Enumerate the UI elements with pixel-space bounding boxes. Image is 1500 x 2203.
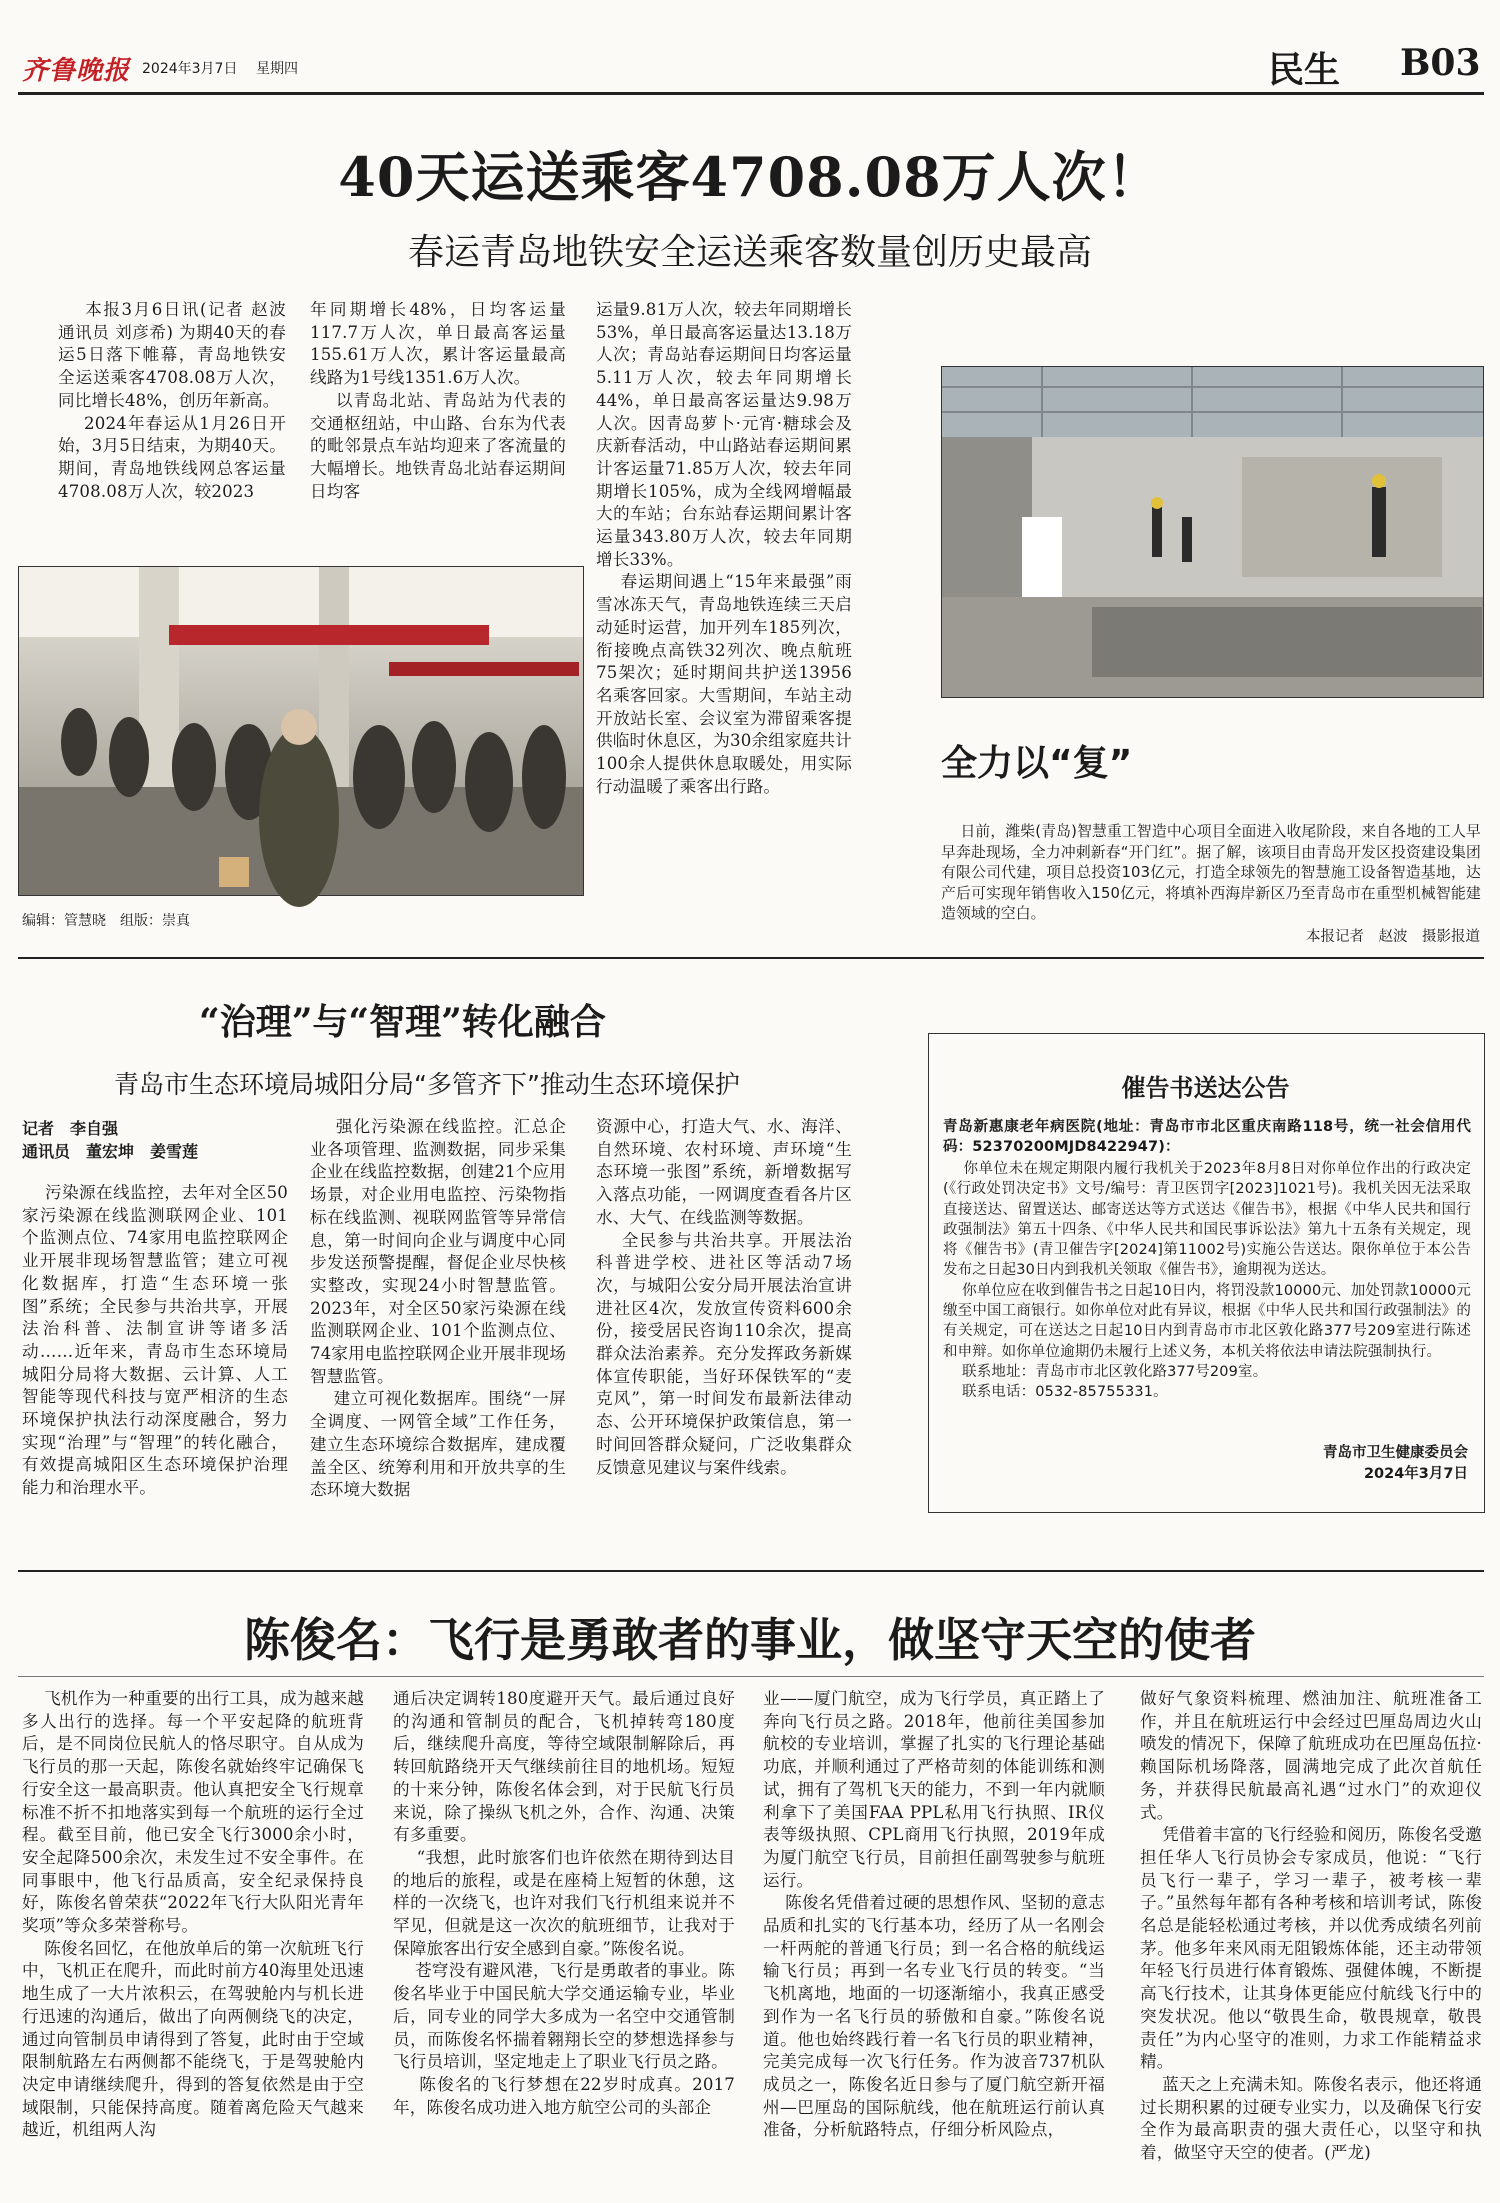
article2-col2: 强化污染源在线监控。汇总企业各项管理、监测数据，同步采集企业在线监控数据，创建21个应用场景，对企业用电监控、污染物指标在线监测、视联网监管等异常信息，第一时间向企业与调度中心同步发送预警提醒，督促企业尽快核实整改，实现24小时智慧监管。2023年，对全区50家污染源在线监测联网企业、101个监测点位、74家用电监控联网企业开展非现场智慧监管。 建立可视化数据库。围绕“一屏全调度、一网管全域”工作任务，建立生态环境综合数据库，建成覆盖全区、统筹利用和开放共享的生态环境大数据	[310, 1117, 566, 1500]
article2-headline: “治理”与“智理”转化融合	[199, 1001, 606, 1043]
article3-col3: 业——厦门航空，成为飞行学员，真正踏上了奔向飞行员之路。2018年，他前往美国参加航校的专业培训，掌握了扎实的飞行理论基础功底，并顺利通过了严格苛刻的体能训练和测试，拥有了驾机飞天的能力，不到一年内就顺利拿下了美国FAA PPL私用飞行执照、IR仪表等级执照、CPL商用飞行执照，2019年成为厦门航空飞行员，目前担任副驾驶参与航班运行。 陈俊名凭借着过硬的思想作风、坚韧的意志品质和扎实的飞行基本功，经历了从一名刚会一杆两舵的普通飞行员；到一名合格的航线运输飞行员；再到一名专业飞行员的转变。“当飞机离地，地面的一切逐渐缩小，我真正感受到作为一名飞行员的骄傲和自豪。”陈俊名说道。他也始终践行着一名飞行员的职业精神，完美完成每一次飞行任务。作为波音737机队成员之一，陈俊名近日参与了厦门航空新开福州—巴厘岛的国际航线，他在航班运行前认真准备，分析航路特点，仔细分析风险点，	[763, 1689, 1105, 2140]
article1-col2: 年同期增长48%，日均客运量117.7万人次，单日最高客运量155.61万人次，累计客运量最高线路为1号线1351.6万人次。 以青岛北站、青岛站为代表的交通枢纽站，中山路、台东为代表的毗邻景点车站均迎来了客流量的大幅增长。地铁青岛北站春运期间日均客	[310, 300, 566, 501]
article1-col1: 本报3月6日讯(记者 赵波 通讯员 刘彦希) 为期40天的春运5日落下帷幕，青岛地铁安全运送乘客4708.08万人次，同比增长48%，创历年新高。 2024年春运从1月26日开始，3月5日结束，为期40天。期间，青岛地铁线网总客运量4708.08万人次，较2023	[58, 300, 286, 501]
page-number: B03	[1400, 42, 1481, 84]
section-rule-1	[18, 957, 1484, 959]
header-rule	[18, 92, 1484, 95]
article3-headline: 陈俊名：飞行是勇敢者的事业，做坚守天空的使者	[244, 1613, 1256, 1667]
article2-byline-correspondents: 通讯员 董宏坤 姜雪莲	[22, 1142, 199, 1161]
article3-rule	[18, 1676, 1484, 1677]
issue-weekday: 星期四	[256, 61, 298, 77]
article2-col1: 污染源在线监控，去年对全区50家污染源在线监测联网企业、101个监测点位、74家用电监控联网企业开展非现场智慧监管；建立可视化数据库，打造“生态环境一张图”系统；全民参与共治共享，开展法治科普、法制宣讲等诸多活动……近年来，青岛市生态环境局城阳分局将大数据、云计算、人工智能等现代科技与宽严相济的生态环境保护执法行动深度融合，努力实现“治理”与“智理”的转化融合，有效提高城阳区生态环境保护治理能力和治理水平。	[22, 1183, 288, 1498]
factory-photo	[941, 366, 1484, 698]
notice-title: 催告书送达公告	[1121, 1074, 1290, 1102]
masthead-logo: 齐鲁晚报	[22, 56, 131, 86]
article3-col1: 飞机作为一种重要的出行工具，成为越来越多人出行的选择。每一个平安起降的航班背后，是不同岗位民航人的恪尽职守。自从成为飞行员的那一天起，陈俊名就始终牢记确保飞行安全这一最高职责。他认真把安全飞行规章标准不折不扣地落实到每一个航班的运行全过程。截至目前，他已安全飞行3000余小时，安全起降500余次，未发生过不安全事件。在同事眼中，他飞行品质高，安全纪录保持良好，陈俊名曾荣获“2022年飞行大队阳光青年奖项”等众多荣誉称号。 陈俊名回忆，在他放单后的第一次航班飞行中，飞机正在爬升，而此时前方40海里处迅速地生成了一大片浓积云，在驾驶舱内与机长进行迅速的沟通后，做出了向两侧绕飞的决定，通过向管制员申请得到了答复，此时由于空域限制航路左右两侧都不能绕飞，于是驾驶舱内决定申请继续爬升，得到的答复依然是由于空域限制，只能保持高度。随着离危险天气越来越近，机组两人沟	[22, 1689, 364, 2140]
article2-byline-reporter: 记者 李自强	[22, 1119, 119, 1138]
article1-editor: 编辑：管慧晓 组版：崇真	[22, 913, 190, 929]
article1-col3: 运量9.81万人次，较去年同期增长53%，单日最高客运量达13.18万人次；青岛站春运期间日均客运量5.11万人次，较去年同期增长44%，单日最高客运量达9.98万人次。因青岛萝卜·元宵·糖球会及庆新春活动，中山路站春运期间累计客运量71.85万人次，较去年同期增长105%，成为全线网增幅最大的车站；台东站春运期间累计客运量343.80万人次，较去年同期增长33%。 春运期间遇上“15年来最强”雨雪冰冻天气，青岛地铁连续三天启动延时运营，加开列车185列次，衔接晚点高铁32列次、晚点航班75架次；延时期间共护送13956名乘客回家。大雪期间，车站主动开放站长室、会议室为滞留乘客提供临时休息区，为30余组家庭共计100余人提供休息取暖处，用实际行动温暖了乘客出行路。	[596, 300, 852, 796]
notice-body: 你单位未在规定期限内履行我机关于2023年8月8日对你单位作出的行政决定(《行政处罚决定书》文号/编号：青卫医罚字[2023]1021号)。我机关因无法采取直接送达、留置送达、邮寄送达等方式送达《催告书》，根据《中华人民共和国行政强制法》第五十四条、《中华人民共和国民事诉讼法》第九十五条有关规定，现将《催告书》(青卫催告字[2024]第11002号)实施公告送达。限你单位于本公告发布之日起30日内到我机关领取《催告书》，逾期视为送达。 你单位应在收到催告书之日起10日内，将罚没款10000元、加处罚款10000元缴至中国工商银行。如你单位对此有异议，根据《中华人民共和国行政强制法》的有关规定，可在送达之日起10日内到青岛市市北区敦化路377号209室进行陈述和申辩。如你单位逾期仍未履行上述义务，本机关将依法申请法院强制执行。 联系地址：青岛市市北区敦化路377号209室。 联系电话：0532-85755331。	[943, 1161, 1472, 1401]
article3-col4: 做好气象资料梳理、燃油加注、航班准备工作，并且在航班运行中会经过巴厘岛周边火山喷发的情况下，保障了航班成功在巴厘岛伍拉·赖国际机场降落，圆满地完成了此次首航任务，并获得民航最高礼遇“过水门”的欢迎仪式。 凭借着丰富的飞行经验和阅历，陈俊名受邀担任华人飞行员协会专家成员，他说：“飞行员飞行一辈子，学习一辈子，被考核一辈子。”虽然每年都有各种考核和培训考试，陈俊名总是能轻松通过考核，并以优秀成绩名列前茅。他多年来风雨无阻锻炼体能，还主动带领年轻飞行员进行体育锻炼、强健体魄，不断提高飞行技术，让其身体更能应付航线飞行中的突发状况。他以“敬畏生命，敬畏规章，敬畏责任”为内心坚守的准则，力求工作能精益求精。 蓝天之上充满未知。陈俊名表示，他还将通过长期积累的过硬专业实力，以及确保飞行安全作为最高职责的强大责任心，以坚守和执着，做坚守天空的使者。(严龙)	[1140, 1689, 1482, 2163]
section-rule-2	[18, 1570, 1484, 1572]
article2-subhead: 青岛市生态环境局城阳分局“多管齐下”推动生态环境保护	[114, 1070, 740, 1099]
notice-date: 2024年3月7日	[1363, 1466, 1468, 1482]
photo-story-title: 全力以“复”	[941, 743, 1133, 784]
notice-recipient: 青岛新惠康老年病医院(地址：青岛市市北区重庆南路118号，统一社会信用代码：52370200MJD8422947)：	[943, 1119, 1471, 1155]
photo-story-body: 日前，潍柴(青岛)智慧重工智造中心项目全面进入收尾阶段，来自各地的工人早早奔赴现场，全力冲刺新春“开门红”。据了解，该项目由青岛开发区投资建设集团有限公司代建，项目总投资103亿元，打造全球领先的智慧施工设备智造基地，达产后可实现年销售收入150亿元，将填补西海岸新区乃至青岛市在重型机械智能建造领域的空白。	[941, 823, 1481, 922]
article3-col2: 通后决定调转180度避开天气。最后通过良好的沟通和管制员的配合，飞机掉转弯180度后，继续爬升高度，等待空域限制解除后，再转回航路绕开天气继续前往目的地机场。短短的十来分钟，陈俊名体会到，对于民航飞行员来说，除了操纵飞机之外，合作、沟通、决策有多重要。 “我想，此时旅客们也许依然在期待到达目的地后的旅程，或是在座椅上短暂的休憩，这样的一次绕飞，也许对我们飞行机组来说并不罕见，但就是这一次次的航班细节，让我对于保障旅客出行安全感到自豪。”陈俊名说。 苍穹没有避风港，飞行是勇敢者的事业。陈俊名毕业于中国民航大学交通运输专业，毕业后，同专业的同学大多成为一名空中交通管制员，而陈俊名怀揣着翱翔长空的梦想选择参与飞行员培训，坚定地走上了职业飞行员之路。 陈俊名的飞行梦想在22岁时成真。2017年，陈俊名成功进入地方航空公司的头部企	[393, 1689, 736, 2117]
issue-date: 2024年3月7日	[142, 61, 238, 77]
metro-station-photo	[18, 566, 584, 896]
article1-headline: 40天运送乘客4708.08万人次！	[338, 145, 1162, 209]
notice-signer: 青岛市卫生健康委员会	[1323, 1445, 1468, 1461]
photo-story-credit: 本报记者 赵波 摄影报道	[1306, 929, 1480, 945]
article1-subhead: 春运青岛地铁安全运送乘客数量创历史最高	[407, 232, 1092, 273]
article2-col3: 资源中心，打造大气、水、海洋、自然环境、农村环境、声环境“生态环境一张图”系统，新增数据写入落点功能，一网调度查看各片区水、大气、在线监测等数据。 全民参与共治共享。开展法治科普进学校、进社区等活动7场次，与城阳公安分局开展法治宣讲进社区4次，发放宣传资料600余份，接受居民咨询110余次，提高群众法治素养。充分发挥政务新媒体宣传职能，当好环保铁军的“麦克风”，第一时间发布最新法律动态、公开环境保护政策信息，第一时间回答群众疑问，广泛收集群众反馈意见建议与案件线索。	[596, 1117, 852, 1477]
section-name: 民生	[1268, 50, 1341, 91]
